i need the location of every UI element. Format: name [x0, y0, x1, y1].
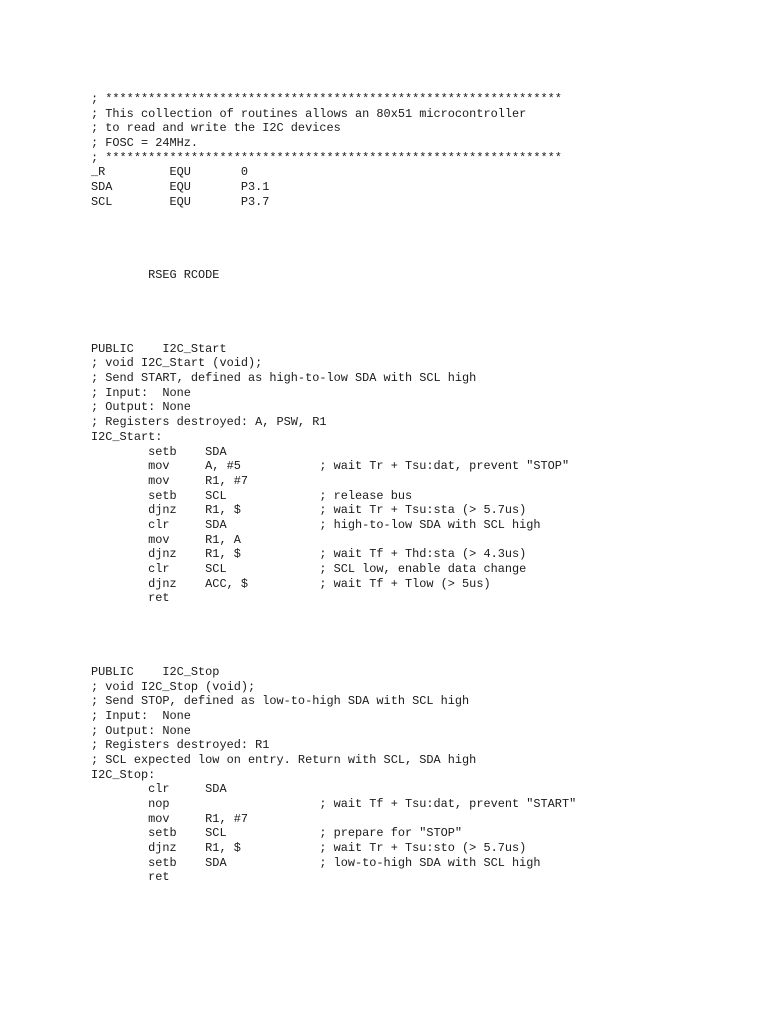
- code-line: djnz R1, $ ; wait Tf + Thd:sta (> 4.3us): [91, 547, 527, 562]
- code-line: ; Input: None: [91, 385, 191, 400]
- code-line: mov R1, #7: [91, 811, 248, 826]
- code-line: [91, 312, 576, 327]
- code-line: ; Registers destroyed: A, PSW, R1: [91, 415, 327, 430]
- code-line: djnz R1, $ ; wait Tr + Tsu:sta (> 5.7us): [91, 503, 527, 518]
- code-line: setb SDA ; low-to-high SDA with SCL high: [91, 855, 541, 870]
- code-line: ret: [91, 870, 170, 885]
- code-line: setb SDA: [91, 444, 227, 459]
- code-line: djnz R1, $ ; wait Tr + Tsu:sto (> 5.7us): [91, 841, 527, 856]
- code-line: ; SCL expected low on entry. Return with SCL, SDA high: [91, 752, 477, 767]
- code-line: PUBLIC I2C_Start: [91, 341, 227, 356]
- code-line: PUBLIC I2C_Stop: [91, 664, 220, 679]
- code-line: mov A, #5 ; wait Tr + Tsu:dat, prevent "STOP": [91, 459, 570, 474]
- code-line: djnz ACC, $ ; wait Tf + Tlow (> 5us): [91, 576, 491, 591]
- code-line: [91, 635, 576, 650]
- code-line: [91, 650, 576, 665]
- code-line: [91, 283, 576, 298]
- code-line: clr SDA ; high-to-low SDA with SCL high: [91, 517, 541, 532]
- code-line: ; Output: None: [91, 723, 191, 738]
- code-line: SCL EQU P3.7: [91, 194, 270, 209]
- code-line: _R EQU 0: [91, 165, 248, 180]
- code-line: ; Input: None: [91, 708, 191, 723]
- code-line: I2C_Start:: [91, 429, 163, 444]
- code-line: [91, 224, 576, 239]
- code-line: [91, 621, 576, 636]
- code-line: ; FOSC = 24MHz.: [91, 136, 199, 151]
- code-line: [91, 606, 576, 621]
- code-line: ; void I2C_Stop (void);: [91, 679, 256, 694]
- code-line: ; Output: None: [91, 400, 191, 415]
- code-listing: [91, 92, 576, 885]
- code-line: setb SCL ; release bus: [91, 488, 413, 503]
- code-line: [91, 239, 576, 254]
- code-line: ; This collection of routines allows an 80x51 microcontroller: [91, 106, 527, 121]
- code-line: ; Send STOP, defined as low-to-high SDA with SCL high: [91, 694, 470, 709]
- code-line: mov R1, A: [91, 532, 241, 547]
- code-line: mov R1, #7: [91, 473, 248, 488]
- code-line: [91, 327, 576, 342]
- code-line: ; ****************************************************************: [91, 92, 562, 106]
- code-line: clr SDA: [91, 782, 227, 797]
- code-line: clr SCL ; SCL low, enable data change: [91, 562, 527, 576]
- code-line: ; to read and write the I2C devices: [91, 121, 341, 136]
- code-line: I2C_Stop:: [91, 767, 156, 782]
- code-line: nop ; wait Tf + Tsu:dat, prevent "START": [91, 797, 577, 811]
- code-line: ; Send START, defined as high-to-low SDA with SCL high: [91, 371, 477, 386]
- code-line: ; ****************************************************************: [91, 150, 562, 165]
- code-line: RSEG RCODE: [91, 268, 220, 283]
- code-line: ret: [91, 591, 170, 606]
- code-line: ; void I2C_Start (void);: [91, 356, 263, 371]
- code-line: [91, 210, 576, 225]
- code-line: SDA EQU P3.1: [91, 180, 270, 195]
- code-line: setb SCL ; prepare for "STOP": [91, 826, 463, 841]
- code-line: [91, 298, 576, 313]
- code-line: ; Registers destroyed: R1: [91, 738, 270, 753]
- code-line: [91, 254, 576, 269]
